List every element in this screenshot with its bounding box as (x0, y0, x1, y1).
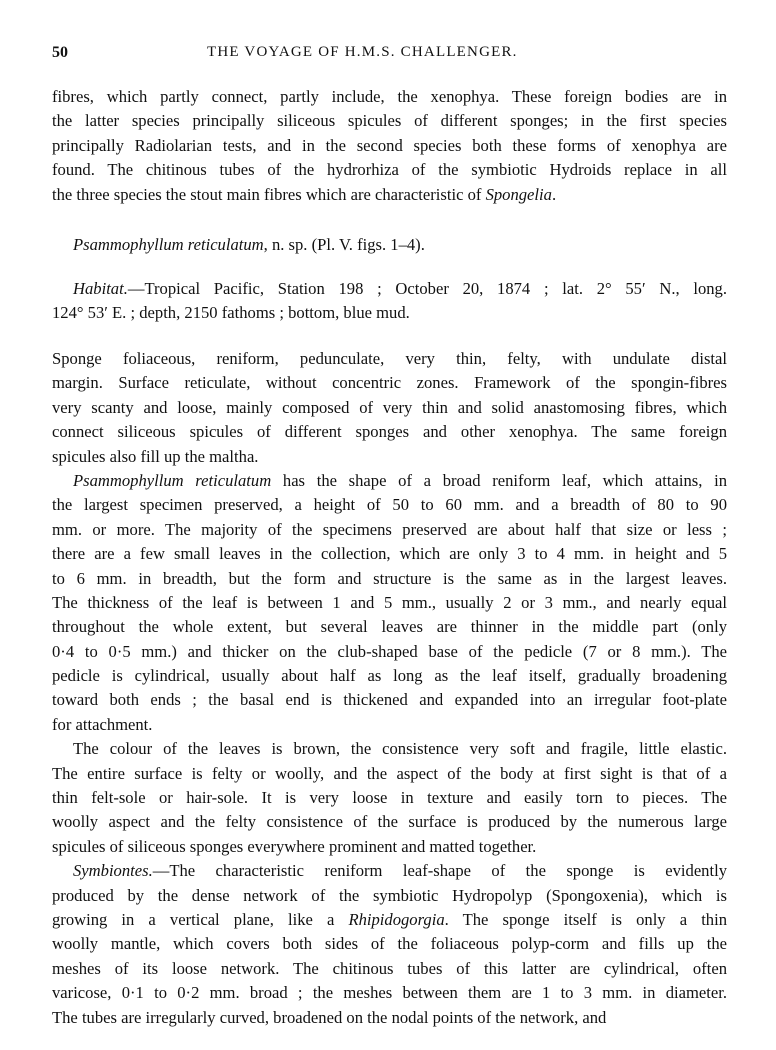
text-line (52, 518, 727, 542)
text-run: to 6 mm. in breadth, but the form and structure is the same as in the largest leaves. (52, 568, 727, 588)
text-run: for attachment. (52, 714, 153, 734)
text-line (52, 183, 727, 207)
text-run: pedicle is cylindrical, usually about half as long as the leaf itself, gradually broadening (52, 666, 727, 686)
text-run: —The characteristic reniform leaf-shape of the sponge is evidently (152, 861, 727, 881)
text-run: there are a few small leaves in the collection, which are only 3 to 4 mm. in height and 5 (52, 544, 727, 564)
text-run: very scanty and loose, mainly composed of very thin and solid anastomosing fibres, which (52, 397, 727, 417)
text-run: fibres, which partly connect, partly include, the xenophya. These foreign bodies are in (52, 87, 727, 106)
text-line (52, 762, 727, 786)
text-run: throughout the whole extent, but several leaves are thinner in the middle part (only (52, 617, 727, 637)
text-line (52, 835, 727, 859)
text-line (52, 981, 727, 1005)
text-run: 0·4 to 0·5 mm.) and thicker on the club-shaped base of the pedicle (7 or 8 mm.). The (52, 641, 727, 661)
text-line (52, 85, 727, 109)
text-run: meshes of its loose network. The chitinous tubes of this latter are cylindrical, often (52, 958, 727, 978)
text-run: principally Radiolarian tests, and in the second species both these forms of xenophya are (52, 135, 727, 155)
text-run: found. The chitinous tubes of the hydrorhiza of the symbiotic Hydroids replace in all (52, 160, 727, 180)
italic-text: Symbiontes. (73, 861, 153, 881)
habitat-paragraph (52, 277, 727, 326)
text-run: mm. or more. The majority of the specimens preserved are about half that size or less ; (52, 519, 727, 539)
text-line (52, 347, 727, 371)
italic-text: Habitat. (73, 279, 128, 298)
text-run: spicules of siliceous sponges everywhere prominent and matted together. (52, 836, 537, 856)
text-run: The thickness of the leaf is between 1 and 5 mm., usually 2 or 3 mm., and nearly equal (52, 592, 727, 612)
text-line (52, 932, 727, 956)
text-line (52, 493, 727, 517)
text-line (52, 688, 727, 712)
text-run: 124° 53′ E. ; depth, 2150 fathoms ; bottom, blue mud. (52, 303, 410, 323)
italic-text: Psammophyllum reticulatum (73, 470, 272, 490)
text-run: The colour of the leaves is brown, the consistence very soft and fragile, little elastic. (73, 739, 727, 759)
text-line (52, 301, 727, 325)
text-line (52, 233, 727, 257)
text-line (52, 810, 727, 834)
text-line (52, 567, 727, 591)
text-run: The entire surface is felty or woolly, and the aspect of the body at first sight is that of a (52, 763, 727, 783)
text-run: growing in a vertical plane, like a (52, 909, 349, 929)
text-run: Sponge foliaceous, reniform, pedunculate, very thin, felty, with undulate distal (52, 349, 727, 368)
text-run: thin felt-sole or hair-sole. It is very loose in texture and easily torn to pieces. The (52, 788, 727, 808)
text-run: varicose, 0·1 to 0·2 mm. broad ; the meshes between them are 1 to 3 mm. in diameter. (52, 983, 727, 1003)
text-line (52, 786, 727, 810)
text-line (52, 591, 727, 615)
text-line (52, 859, 727, 883)
italic-text: Psammophyllum reticulatum (73, 235, 264, 254)
text-run: woolly aspect and the felty consistence of the surface is produced by the numerous large (52, 812, 727, 832)
text-line (52, 957, 727, 981)
text-run: spicules also fill up the maltha. (52, 446, 259, 466)
text-line (52, 469, 727, 493)
text-line (52, 109, 727, 133)
text-run: the latter species principally siliceous spicules of different sponges; in the first species (52, 111, 727, 131)
text-run: woolly mantle, which covers both sides of the foliaceous polyp-corm and fills up the (52, 934, 727, 954)
italic-text: Rhipidogorgia (348, 909, 445, 929)
text-line (52, 713, 727, 737)
text-line (52, 908, 727, 932)
species-heading (52, 233, 727, 257)
text-run: the largest specimen preserved, a height of 50 to 60 mm. and a breadth of 80 to 90 (52, 495, 727, 515)
text-run: produced by the dense network of the symbiotic Hydropolyp (Spongoxenia), which is (52, 885, 727, 905)
text-run: margin. Surface reticulate, without concentric zones. Framework of the spongin-fibres (52, 373, 727, 393)
running-title: THE VOYAGE OF H.M.S. CHALLENGER. (207, 44, 518, 60)
description-body (52, 347, 727, 1030)
text-run: the three species the stout main fibres which are characteristic of (52, 184, 486, 204)
text-run: The tubes are irregularly curved, broadened on the nodal points of the network, and (52, 1007, 607, 1027)
text-run: toward both ends ; the basal end is thickened and expanded into an irregular foot-plate (52, 690, 727, 710)
text-line (52, 1006, 727, 1030)
text-line (52, 640, 727, 664)
text-line (52, 737, 727, 761)
text-run: . (551, 184, 557, 204)
running-header (52, 44, 727, 66)
text-line (52, 158, 727, 182)
italic-text: Spongelia (485, 184, 552, 204)
text-line (52, 134, 727, 158)
page-number: 50 (52, 44, 68, 61)
text-line (52, 884, 727, 908)
text-run: . The sponge itself is only a thin (444, 909, 728, 929)
text-run: connect siliceous spicules of different sponges and other xenophya. The same foreign (52, 422, 727, 442)
text-line (52, 277, 727, 301)
text-line (52, 542, 727, 566)
text-run: —Tropical Pacific, Station 198 ; October 20, 1874 ; lat. 2° 55′ N., long. (127, 279, 727, 298)
text-run: , n. sp. (Pl. V. figs. 1–4). (263, 235, 425, 254)
paragraph-continued (52, 85, 727, 207)
text-line (52, 371, 727, 395)
text-line (52, 615, 727, 639)
text-line (52, 445, 727, 469)
text-run: has the shape of a broad reniform leaf, which attains, in (271, 470, 727, 490)
text-line (52, 664, 727, 688)
text-line (52, 396, 727, 420)
text-line (52, 420, 727, 444)
